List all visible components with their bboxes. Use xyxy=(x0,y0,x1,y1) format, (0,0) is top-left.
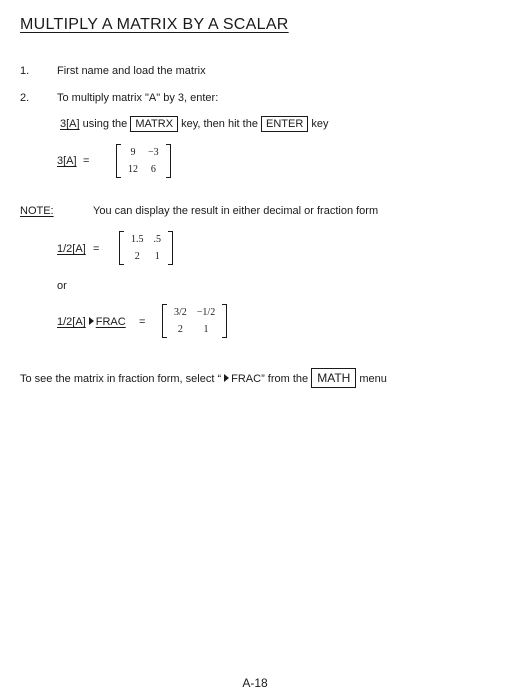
step-1-number: 1. xyxy=(20,65,30,77)
frac-command: FRAC xyxy=(95,316,126,328)
result-2-matrix xyxy=(119,231,173,265)
result-1-lhs: 3[A] xyxy=(57,155,77,167)
result-3-matrix xyxy=(162,304,227,338)
key-text: key xyxy=(308,118,329,130)
result-1-equals: = xyxy=(83,155,90,167)
math-key: MATH xyxy=(311,368,356,388)
page-number: A-18 xyxy=(242,676,268,690)
matrix-cell: 1 xyxy=(154,251,160,262)
or-text: or xyxy=(57,280,67,292)
matrix-cell: −3 xyxy=(148,147,159,158)
matrix-cell: 1.5 xyxy=(131,234,144,245)
enter-key: ENTER xyxy=(261,116,308,132)
matrx-key: MATRX xyxy=(130,116,178,132)
triangle-arrow-icon xyxy=(89,317,94,325)
matrix-cell: 12 xyxy=(128,164,138,175)
step-2-text: To multiply matrix "A" by 3, enter: xyxy=(57,92,219,104)
expression-3a: 3[A] xyxy=(60,118,80,130)
triangle-arrow-icon xyxy=(224,374,229,382)
result-1-matrix xyxy=(116,144,171,178)
note-text: You can display the result in either decimal or fraction form xyxy=(93,205,379,217)
fraction-text-frac: FRAC” from the xyxy=(231,373,312,385)
fraction-text-post: menu xyxy=(356,373,387,385)
page-title: MULTIPLY A MATRIX BY A SCALAR xyxy=(20,16,289,33)
matrix-cell: 2 xyxy=(177,324,183,335)
matrix-cell: 9 xyxy=(130,147,136,158)
step-1-text: First name and load the matrix xyxy=(57,65,206,77)
fraction-text-pre: To see the matrix in fraction form, select “ xyxy=(20,373,222,385)
step-2-detail xyxy=(60,116,328,132)
result-3-lhs xyxy=(57,316,126,328)
fraction-instruction xyxy=(20,368,387,388)
step-2-number: 2. xyxy=(20,92,30,104)
matrix-cell: 6 xyxy=(150,164,156,175)
result-3-expression: 1/2[A] xyxy=(57,316,86,328)
result-3-equals: = xyxy=(139,316,146,328)
then-text: key, then hit the xyxy=(178,118,261,130)
note-label: NOTE: xyxy=(20,205,54,217)
matrix-cell: 2 xyxy=(134,251,140,262)
result-2-equals: = xyxy=(93,243,100,255)
result-2-lhs: 1/2[A] xyxy=(57,243,86,255)
matrix-cell: −1/2 xyxy=(196,307,216,318)
using-text: using the xyxy=(79,118,131,130)
matrix-cell: 1 xyxy=(203,324,209,335)
matrix-cell: 3/2 xyxy=(174,307,187,318)
matrix-cell: .5 xyxy=(153,234,161,245)
